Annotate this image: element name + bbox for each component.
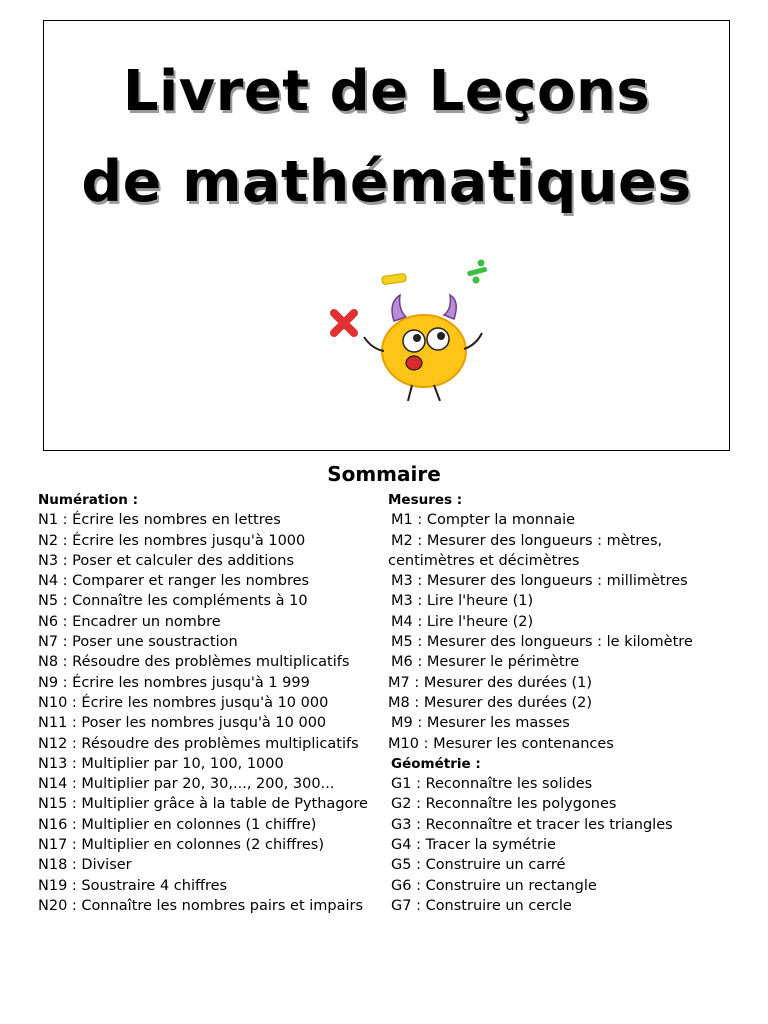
math-monster-illustration [284, 241, 494, 401]
lesson-item-n11: N11 : Poser les nombres jusqu'à 10 000 [38, 715, 327, 732]
lesson-item-m5: M5 : Mesurer des longueurs : le kilomètre [391, 634, 693, 651]
cover-title-line-2: de mathématiques [81, 149, 692, 215]
lesson-item-m3b: M3 : Lire l'heure (1) [391, 593, 534, 610]
cover-title-line-1: Livret de Leçons [122, 59, 651, 124]
lesson-item-g1: G1 : Reconnaître les solides [391, 776, 593, 793]
lesson-item-m4: M4 : Lire l'heure (2) [391, 613, 534, 630]
monster-body [382, 315, 466, 387]
lesson-item-n6: N6 : Encadrer un nombre [38, 613, 221, 630]
lesson-item-n14: N14 : Multiplier par 20, 30,..., 200, 300... [38, 776, 335, 793]
lesson-item-n16: N16 : Multiplier en colonnes (1 chiffre) [38, 816, 317, 833]
lesson-item-g3: G3 : Reconnaître et tracer les triangles [391, 816, 673, 833]
lesson-item-m6: M6 : Mesurer le périmètre [391, 654, 580, 671]
lesson-item-n1: N1 : Écrire les nombres en lettres [38, 512, 281, 529]
lesson-item-g2: G2 : Reconnaître les polygones [391, 796, 617, 813]
times-sign-red-icon [334, 313, 354, 333]
left-horn-icon [392, 295, 406, 321]
lesson-item-n15: N15 : Multiplier grâce à la table de Pythagore [38, 796, 368, 813]
lesson-item-m9: M9 : Mesurer les masses [391, 715, 570, 732]
mesures-geometrie-column [388, 490, 728, 916]
lesson-item-n12: N12 : Résoudre des problèmes multiplicatifs [38, 735, 359, 752]
summary-title: Sommaire [327, 462, 441, 486]
lesson-item-m3a: M3 : Mesurer des longueurs : millimètres [391, 573, 688, 590]
lesson-item-m8: M8 : Mesurer des durées (2) [388, 694, 593, 711]
lesson-item-n3: N3 : Poser et calculer des additions [38, 552, 295, 569]
numeration-column [38, 490, 378, 916]
lesson-item-m2: M2 : Mesurer des longueurs : mètres, [391, 532, 663, 549]
lesson-item-n9: N9 : Écrire les nombres jusqu'à 1 999 [38, 674, 310, 691]
right-horn-icon [444, 295, 456, 319]
lesson-item-m1: M1 : Compter la monnaie [391, 512, 576, 529]
lesson-item-n17: N17 : Multiplier en colonnes (2 chiffres) [38, 837, 324, 854]
lesson-item-m10: M10 : Mesurer les contenances [388, 735, 614, 752]
lesson-item-n5: N5 : Connaître les compléments à 10 [38, 593, 308, 610]
geometrie-heading: Géométrie : [391, 755, 481, 772]
lesson-item-n4: N4 : Comparer et ranger les nombres [38, 573, 310, 590]
cover-frame [43, 20, 730, 451]
minus-sign-icon [382, 273, 407, 284]
lesson-item-n19: N19 : Soustraire 4 chiffres [38, 877, 228, 894]
numeration-heading: Numération : [38, 492, 138, 508]
lesson-item-n10: N10 : Écrire les nombres jusqu'à 10 000 [38, 694, 329, 711]
lesson-item-g4: G4 : Tracer la symétrie [391, 837, 556, 854]
lesson-item-n7: N7 : Poser une soustraction [38, 634, 238, 651]
lesson-item-g6: G6 : Construire un rectangle [391, 877, 597, 894]
mesures-heading: Mesures : [388, 492, 463, 508]
lesson-item-n20: N20 : Connaître les nombres pairs et impairs [38, 897, 364, 914]
lesson-item-m2-continued: centimètres et décimètres [388, 552, 580, 569]
lesson-item-g5: G5 : Construire un carré [391, 857, 566, 874]
division-sign-icon [467, 260, 488, 284]
lesson-item-n8: N8 : Résoudre des problèmes multiplicatifs [38, 654, 350, 671]
lesson-item-n18: N18 : Diviser [38, 857, 132, 874]
lesson-item-n13: N13 : Multiplier par 10, 100, 1000 [38, 755, 284, 772]
lesson-item-g7: G7 : Construire un cercle [391, 897, 572, 914]
lesson-item-m7: M7 : Mesurer des durées (1) [388, 674, 593, 691]
lesson-item-n2: N2 : Écrire les nombres jusqu'à 1000 [38, 532, 306, 549]
